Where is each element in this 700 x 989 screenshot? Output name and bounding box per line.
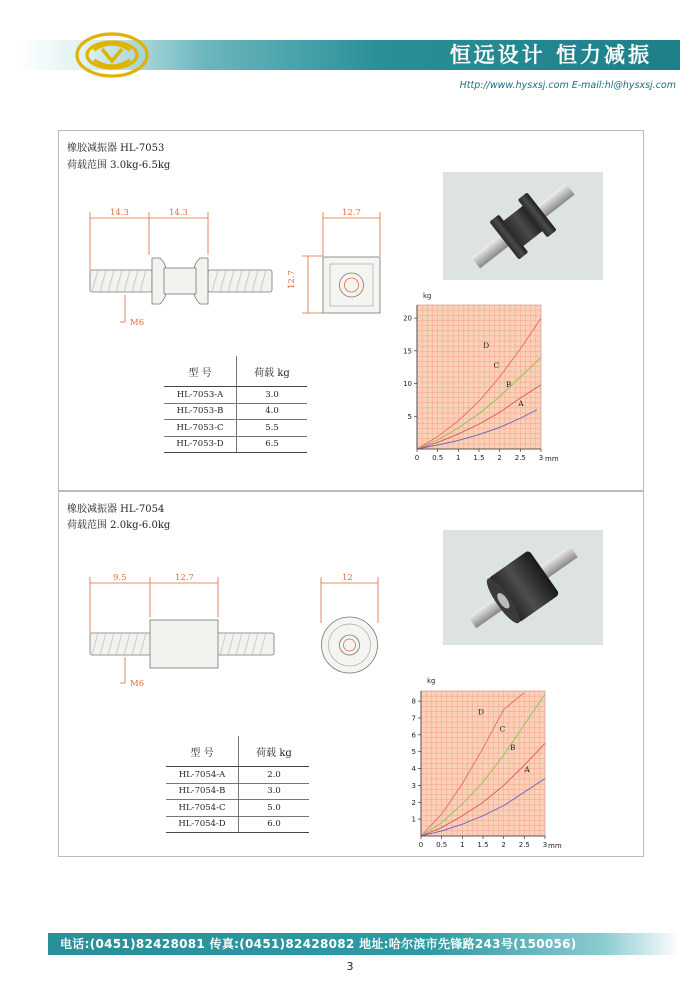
x-tick-label: 2.5 bbox=[518, 841, 530, 849]
x-tick-label: 1.5 bbox=[473, 454, 485, 462]
x-tick-label: 2 bbox=[497, 454, 502, 462]
chart-ylabel: kg bbox=[423, 292, 432, 300]
y-tick-label: 5 bbox=[407, 412, 412, 421]
technical-drawing-hl7054 bbox=[80, 565, 390, 700]
x-tick-label: 3 bbox=[542, 841, 548, 849]
table-header-model: 型 号 bbox=[164, 356, 237, 387]
dim-mid: 12.7 bbox=[175, 573, 194, 583]
x-tick-label: 2.5 bbox=[514, 454, 526, 462]
table-row: HL-7054-A 2.0 bbox=[166, 767, 309, 784]
x-tick-label: 0.5 bbox=[436, 841, 448, 849]
y-tick-label: 8 bbox=[411, 697, 416, 706]
x-tick-label: 0.5 bbox=[432, 454, 444, 462]
header-contact-url[interactable]: Http://www.hysxsj.com E-mail:hl@hysxsj.com bbox=[459, 80, 676, 91]
table-row: HL-7054-B 3.0 bbox=[166, 783, 309, 800]
x-tick-label: 1 bbox=[456, 454, 461, 462]
chart-ylabel: kg bbox=[427, 677, 436, 685]
chart-xlabel: mm bbox=[548, 842, 562, 850]
footer-contact: 电话:(0451)82428081 传真:(0451)82428082 地址:哈尔滨市先锋路243号(150056) bbox=[60, 937, 577, 951]
spec-table-hl7054 bbox=[166, 736, 309, 833]
series-label-D: D bbox=[478, 707, 485, 717]
load-range: 荷载范围 2.0kg-6.0kg bbox=[67, 520, 171, 531]
y-tick-label: 6 bbox=[411, 731, 416, 740]
spec-table-hl7053 bbox=[164, 356, 307, 453]
y-tick-label: 15 bbox=[403, 347, 412, 356]
y-tick-label: 3 bbox=[411, 781, 416, 790]
x-tick-label: 0 bbox=[414, 454, 420, 462]
x-tick-label: 0 bbox=[418, 841, 424, 849]
load-deflection-chart-hl7053 bbox=[396, 289, 559, 469]
product-photo-hl7053 bbox=[443, 172, 603, 280]
table-row: HL-7054-C 5.0 bbox=[166, 800, 309, 817]
y-tick-label: 7 bbox=[411, 714, 416, 723]
page-number: 3 bbox=[346, 960, 354, 973]
series-label-A: A bbox=[524, 764, 530, 774]
table-row: HL-7053-B 4.0 bbox=[164, 403, 307, 420]
table-row: HL-7053-D 6.5 bbox=[164, 436, 307, 453]
y-tick-label: 2 bbox=[411, 798, 416, 807]
header-title: 恒远设计 恒力减振 bbox=[449, 43, 652, 67]
table-header-load: 荷载 kg bbox=[239, 736, 310, 767]
table-row: HL-7053-A 3.0 bbox=[164, 387, 307, 404]
product-title: 橡胶减振器 HL-7053 bbox=[67, 143, 165, 154]
dim-mid: 14.3 bbox=[169, 208, 188, 218]
series-label-D: D bbox=[483, 341, 490, 351]
logo-icon bbox=[74, 30, 150, 80]
dim-height: 12.7 bbox=[287, 270, 297, 289]
product-photo-hl7054 bbox=[443, 530, 603, 645]
table-header-model: 型 号 bbox=[166, 736, 239, 767]
dim-diameter: 12 bbox=[342, 573, 353, 583]
series-label-A: A bbox=[518, 398, 524, 408]
series-label-B: B bbox=[509, 743, 516, 753]
y-tick-label: 4 bbox=[411, 765, 416, 774]
technical-drawing-hl7053 bbox=[80, 200, 390, 340]
load-deflection-chart-hl7054 bbox=[396, 673, 562, 855]
series-label-C: C bbox=[493, 360, 500, 370]
x-tick-label: 3 bbox=[538, 454, 544, 462]
dim-thread: M6 bbox=[130, 318, 145, 328]
chart-xlabel: mm bbox=[545, 455, 559, 463]
dim-left: 9.5 bbox=[113, 573, 127, 583]
series-label-C: C bbox=[499, 724, 506, 734]
series-label-B: B bbox=[505, 379, 512, 389]
y-tick-label: 10 bbox=[403, 380, 412, 389]
table-row: HL-7054-D 6.0 bbox=[166, 816, 309, 833]
x-tick-label: 2 bbox=[501, 841, 506, 849]
load-range: 荷载范围 3.0kg-6.5kg bbox=[67, 160, 171, 171]
table-row: HL-7053-C 5.5 bbox=[164, 420, 307, 437]
table-header-load: 荷载 kg bbox=[237, 356, 308, 387]
product-title: 橡胶减振器 HL-7054 bbox=[67, 504, 165, 515]
y-tick-label: 20 bbox=[403, 314, 412, 323]
x-tick-label: 1 bbox=[460, 841, 465, 849]
dim-left: 14.3 bbox=[110, 208, 129, 218]
x-tick-label: 1.5 bbox=[477, 841, 489, 849]
y-tick-label: 5 bbox=[411, 748, 416, 757]
y-tick-label: 1 bbox=[411, 815, 416, 824]
dim-width: 12.7 bbox=[342, 208, 361, 218]
dim-thread: M6 bbox=[130, 679, 145, 689]
